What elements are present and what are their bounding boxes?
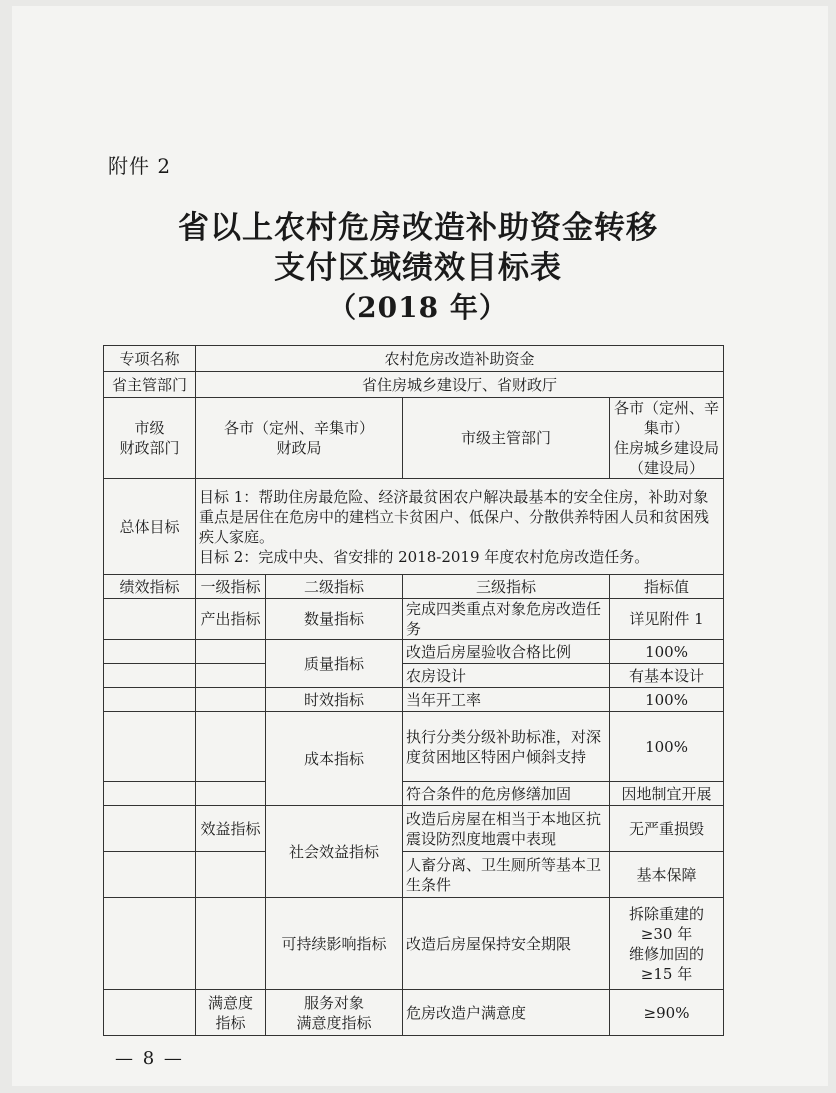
empty-cell <box>104 664 196 688</box>
level1-satisfaction: 满意度 指标 <box>196 990 266 1036</box>
value-cell: 详见附件 1 <box>610 599 724 640</box>
level3-cell: 改造后房屋保持安全期限 <box>403 898 610 990</box>
level2-quality: 质量指标 <box>266 640 403 688</box>
level2-quantity: 数量指标 <box>266 599 403 640</box>
title-line-2: 支付区域绩效目标表 <box>274 250 562 286</box>
title-year: （2018 年） <box>328 291 508 324</box>
value-cell: ≥90% <box>610 990 724 1036</box>
project-name-value: 农村危房改造补助资金 <box>196 346 724 372</box>
empty-cell <box>196 782 266 806</box>
empty-cell <box>104 852 196 898</box>
value-cell: 因地制宜开展 <box>610 782 724 806</box>
goal-label: 总体目标 <box>104 479 196 575</box>
level3-cell: 人畜分离、卫生厕所等基本卫生条件 <box>403 852 610 898</box>
level3-cell: 农房设计 <box>403 664 610 688</box>
empty-cell <box>196 898 266 990</box>
level3-cell: 当年开工率 <box>403 688 610 712</box>
empty-cell <box>104 599 196 640</box>
value-cell: 100% <box>610 688 724 712</box>
empty-cell <box>104 640 196 664</box>
performance-table <box>103 345 724 1036</box>
empty-cell <box>104 990 196 1036</box>
level1-benefit: 效益指标 <box>196 806 266 852</box>
empty-cell <box>104 806 196 852</box>
empty-cell <box>196 664 266 688</box>
header-level2: 二级指标 <box>266 575 403 599</box>
value-cell: 拆除重建的 ≥30 年 维修加固的 ≥15 年 <box>610 898 724 990</box>
header-value: 指标值 <box>610 575 724 599</box>
empty-cell <box>104 898 196 990</box>
header-perf: 绩效指标 <box>104 575 196 599</box>
level2-timeliness: 时效指标 <box>266 688 403 712</box>
value-cell: 无严重损毁 <box>610 806 724 852</box>
project-name-label: 专项名称 <box>104 346 196 372</box>
level3-cell: 完成四类重点对象危房改造任务 <box>403 599 610 640</box>
header-level1: 一级指标 <box>196 575 266 599</box>
attachment-label: 附件 2 <box>108 154 172 178</box>
city-dept-label: 市级主管部门 <box>403 398 610 479</box>
level3-cell: 改造后房屋在相当于本地区抗震设防烈度地震中表现 <box>403 806 610 852</box>
goal-content <box>196 479 724 575</box>
goal-1: 目标 1：帮助住房最危险、经济最贫困农户解决最基本的安全住房，补助对象重点是居住在危房中的建档立卡贫困户、低保户、分散供养特困人员和贫困残疾人家庭。 <box>199 487 710 546</box>
level3-cell: 符合条件的危房修缮加固 <box>403 782 610 806</box>
empty-cell <box>104 688 196 712</box>
level3-cell: 改造后房屋验收合格比例 <box>403 640 610 664</box>
dept-value: 省住房城乡建设厅、省财政厅 <box>196 372 724 398</box>
city-finance-label: 市级 财政部门 <box>104 398 196 479</box>
value-cell: 100% <box>610 712 724 782</box>
page-number: — 8 — <box>115 1048 184 1069</box>
value-cell: 基本保障 <box>610 852 724 898</box>
empty-cell <box>196 640 266 664</box>
empty-cell <box>196 712 266 782</box>
empty-cell <box>104 712 196 782</box>
city-dept-value: 各市（定州、辛集市） 住房城乡建设局 （建设局） <box>610 398 724 479</box>
level3-cell: 执行分类分级补助标准，对深度贫困地区特困户倾斜支持 <box>403 712 610 782</box>
level2-sustain: 可持续影响指标 <box>266 898 403 990</box>
dept-label: 省主管部门 <box>104 372 196 398</box>
header-level3: 三级指标 <box>403 575 610 599</box>
empty-cell <box>196 688 266 712</box>
level2-social: 社会效益指标 <box>266 806 403 898</box>
value-cell: 100% <box>610 640 724 664</box>
level2-service: 服务对象 满意度指标 <box>266 990 403 1036</box>
level2-cost: 成本指标 <box>266 712 403 806</box>
empty-cell <box>196 852 266 898</box>
level3-cell: 危房改造户满意度 <box>403 990 610 1036</box>
value-cell: 有基本设计 <box>610 664 724 688</box>
title-line-1: 省以上农村危房改造补助资金转移 <box>178 210 658 246</box>
empty-cell <box>104 782 196 806</box>
goal-2: 目标 2：完成中央、省安排的 2018-2019 年度农村危房改造任务。 <box>199 547 650 566</box>
level1-output: 产出指标 <box>196 599 266 640</box>
city-finance-value: 各市（定州、辛集市） 财政局 <box>196 398 403 479</box>
